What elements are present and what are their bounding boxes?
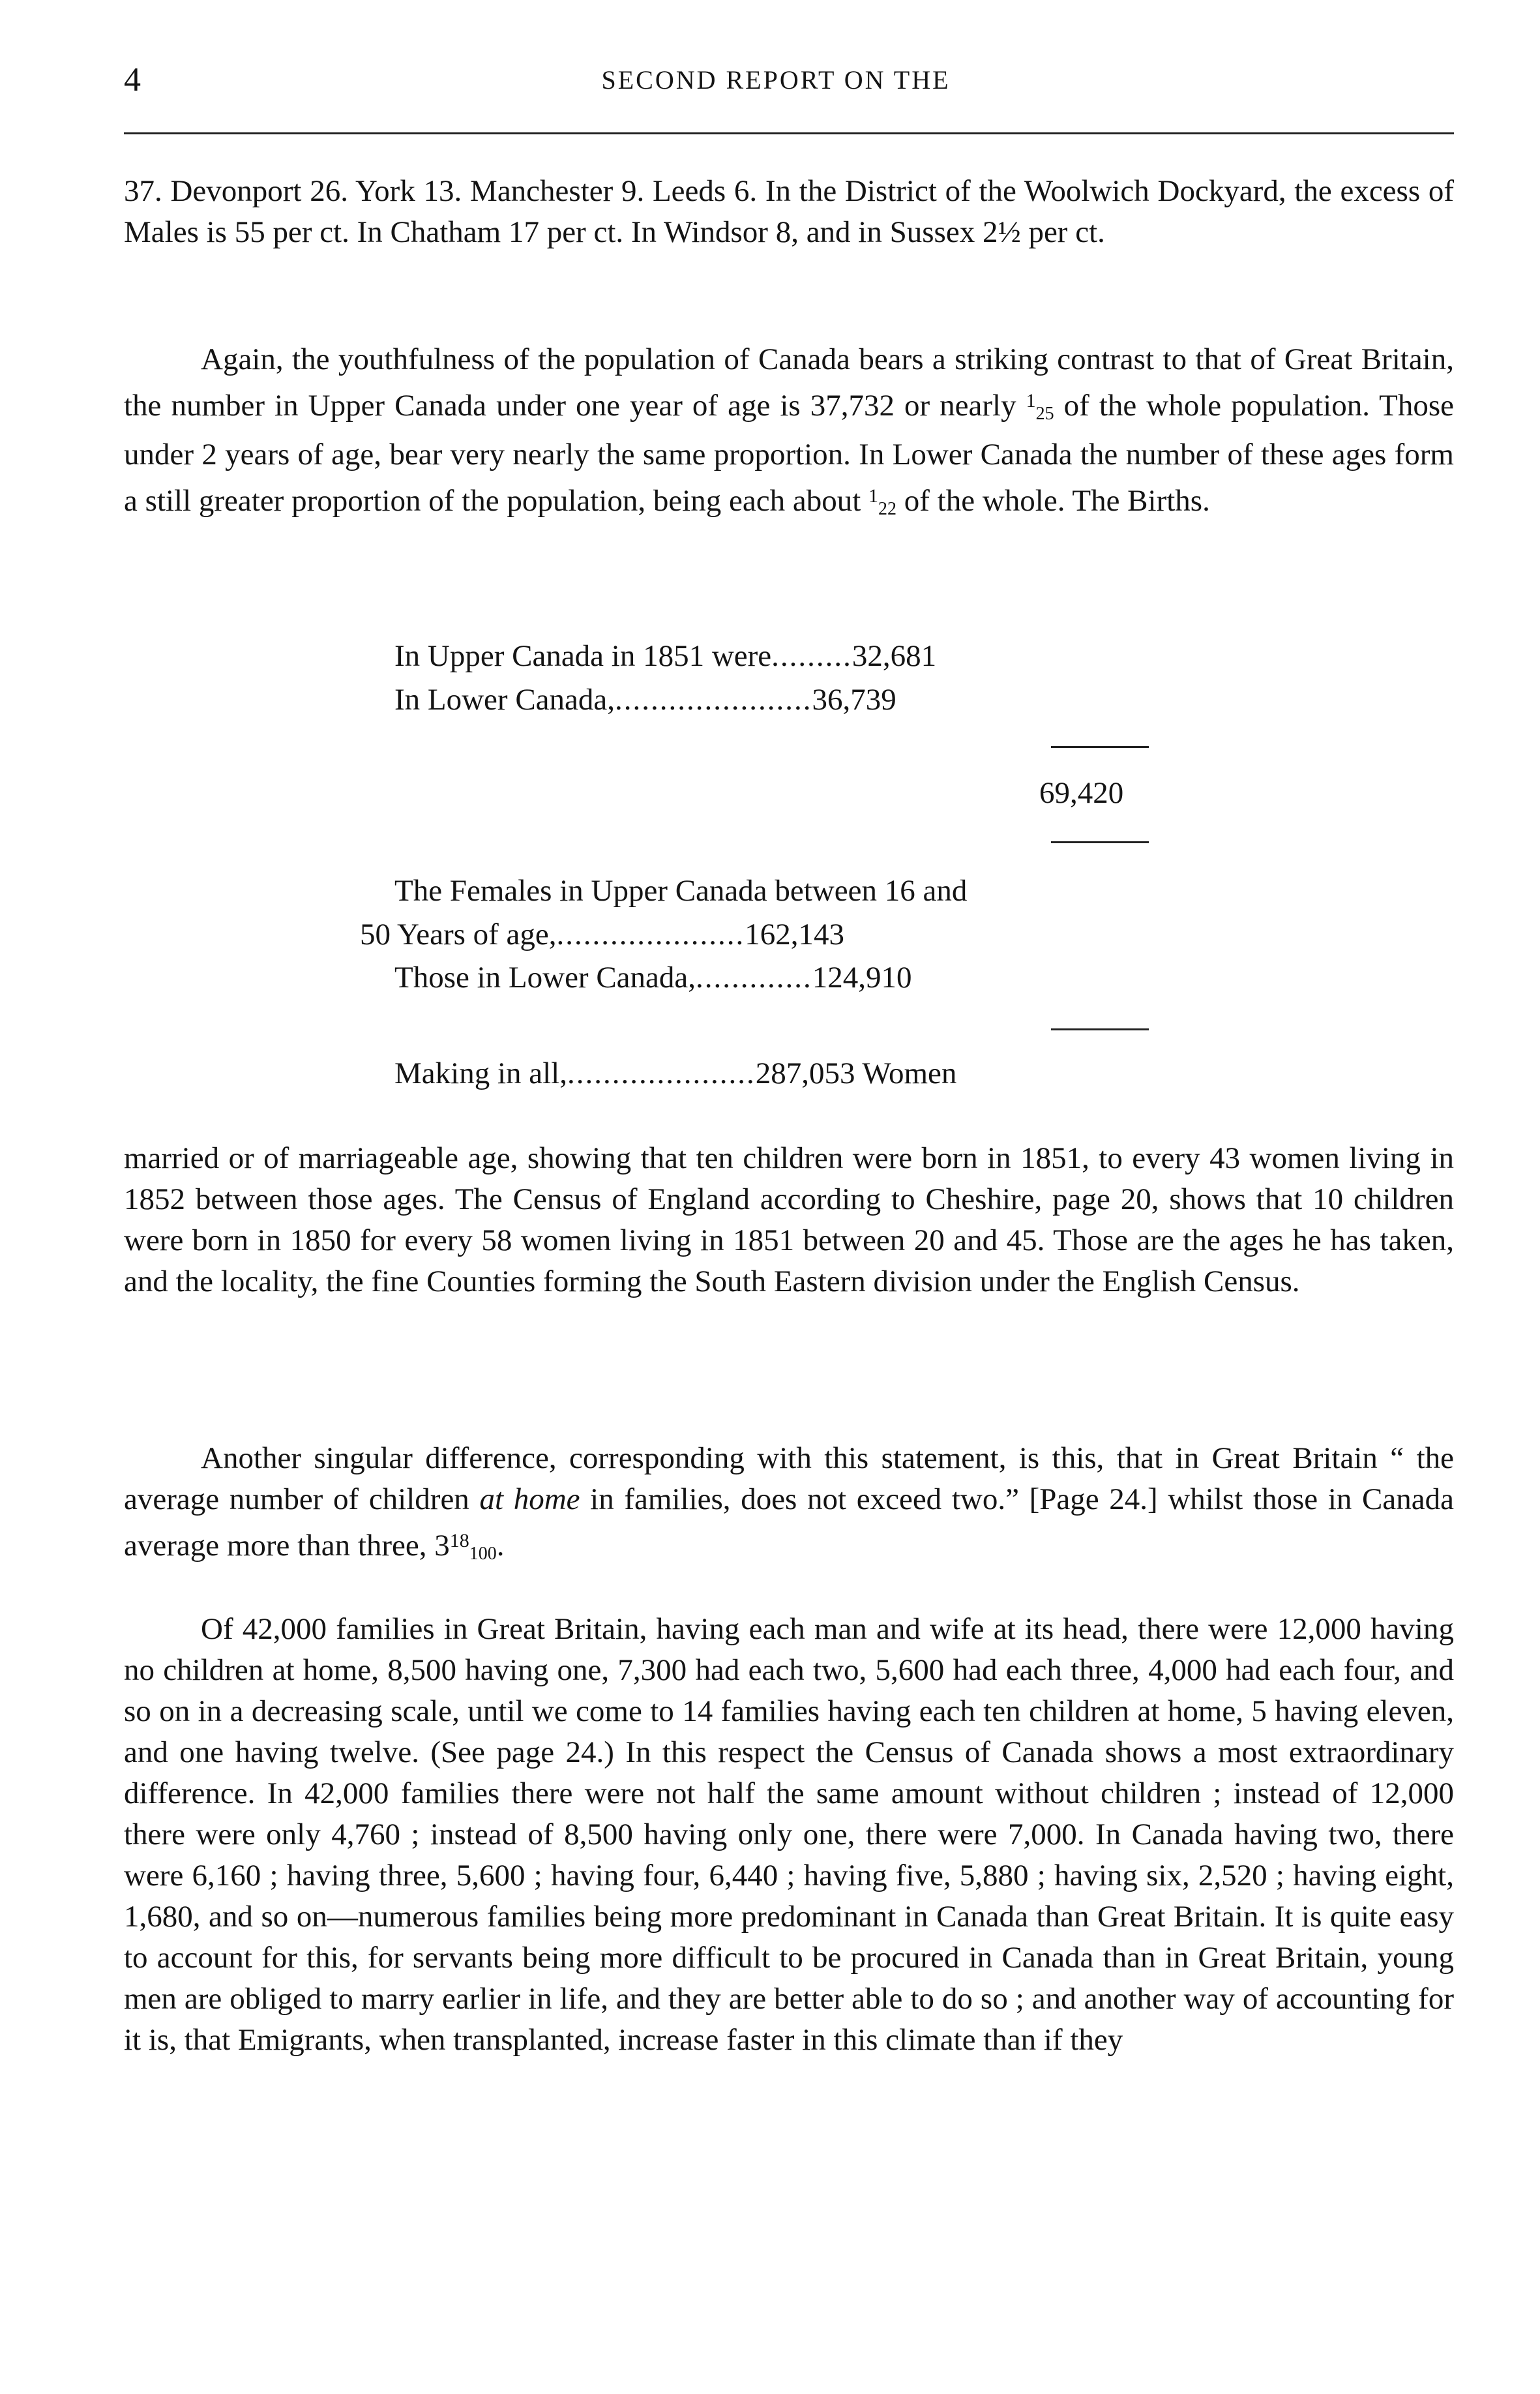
paragraph-children-at-home xyxy=(124,1438,1454,1574)
fraction-denominator: 22 xyxy=(878,499,897,519)
paragraph-text: of the whole population. Those under 2 years of age, bear very nearly the same proportion. In Lower Canada the number of these ages form a still greater proportion of the population, being each about xyxy=(124,389,1454,518)
sum-rule xyxy=(1051,746,1149,748)
paragraph-text: . xyxy=(496,1529,505,1563)
births-lower-label: In Lower Canada, xyxy=(394,683,615,717)
paragraph-excess-males: 37. Devonport 26. York 13. Manchester 9. Leeds 6. In the District of the Woolwich Dockyard, the excess of Males is 55 per ct. In Chatham 17 per ct. In Windsor 8, and in Sussex 2½ per ct. xyxy=(124,174,1454,249)
paragraph-marriageable: married or of marriageable age, showing that ten children were born in 1851, to every 43 women living in 1852 between those ages. The Census of England according to Cheshire, page 20, shows that 10 children were born in 1850 for every 58 women living in 1851 between 20 and 45. Those are the ages he has taken, and the locality, the fine Counties forming the South Eastern division under the English Census. xyxy=(124,1141,1454,1298)
births-upper-value: 32,681 xyxy=(851,639,937,673)
fraction-numerator: 1 xyxy=(1026,390,1036,411)
females-line-1: The Females in Upper Canada between 16 and xyxy=(394,874,968,908)
females-lower-line xyxy=(394,957,912,998)
females-total-label: Making in all, xyxy=(394,1056,567,1090)
paragraph-text: Again, the youthfulness of the population of Canada bears a striking contrast to that of Great Britain, the number in Upper Canada under one year of age is 37,732 or nearly xyxy=(124,342,1454,423)
leader-dots: ......... xyxy=(771,639,852,673)
births-lower-line xyxy=(394,680,896,721)
births-upper-label: In Upper Canada in 1851 were xyxy=(394,639,772,673)
sum-rule xyxy=(1051,1028,1149,1030)
leader-dots: ............. xyxy=(696,961,812,995)
paragraph-youthfulness xyxy=(124,339,1454,530)
sum-rule xyxy=(1051,841,1149,843)
females-total-value: 287,053 Women xyxy=(755,1056,957,1090)
page-number: 4 xyxy=(124,61,141,98)
females-lower-label: Those in Lower Canada, xyxy=(394,961,696,995)
fraction-numerator: 1 xyxy=(868,485,879,507)
running-head: SECOND REPORT ON THE xyxy=(601,65,951,95)
females-upper-label: 50 Years of age, xyxy=(360,918,557,951)
paragraph-text: of the whole. The Births. xyxy=(896,484,1210,518)
leader-dots: ..................... xyxy=(567,1056,756,1090)
females-upper-value: 162,143 xyxy=(745,918,845,951)
females-lower-value: 124,910 xyxy=(812,961,912,995)
births-lower-value: 36,739 xyxy=(812,683,896,717)
leader-dots: ...................... xyxy=(615,683,812,717)
fraction-numerator: 18 xyxy=(449,1530,469,1551)
births-upper-line xyxy=(394,636,936,677)
leader-dots: ..................... xyxy=(556,918,745,951)
fraction-denominator: 25 xyxy=(1035,404,1054,424)
females-upper-line xyxy=(360,914,844,955)
females-total-line xyxy=(394,1053,956,1094)
page-header xyxy=(124,57,1428,103)
fraction-denominator: 100 xyxy=(469,1544,497,1564)
paragraph-text: Another singular difference, corresponding with this statement, is this, that in Great Britain “ the average number of children xyxy=(124,1441,1454,1516)
births-total: 69,420 xyxy=(1039,776,1124,810)
paragraph-families: Of 42,000 families in Great Britain, having each man and wife at its head, there were 12,000 having no children at home, 8,500 having one, 7,300 had each two, 5,600 had each three, 4,000 had each four, and so on in a decreasing scale, until we come to 14 families having each ten children at home, 5 having eleven, and one having twelve. (See page 24.) In this respect the Census of Canada shows a most extraordinary difference. In 42,000 families there were not half the same amount without children ; instead of 12,000 there were only 4,760 ; instead of 8,500 having only one, there were 7,000. In Canada having two, there were 6,160 ; having three, 5,600 ; having four, 6,440 ; having five, 5,880 ; having six, 2,520 ; having eight, 1,680, and so on—numerous families being more predominant in Canada than Great Britain. It is quite easy to account for this, for servants being more difficult to be procured in Canada than in Great Britain, young men are obliged to marry earlier in life, and they are better able to do so ; and another way of accounting for it is, that Emigrants, when transplanted, increase faster in this climate than if they xyxy=(124,1612,1454,2057)
paragraph-text: in families, does not exceed two.” [Page 24.] whilst those in Canada average more than three, 3 xyxy=(124,1482,1454,1563)
italic-text: at home xyxy=(479,1482,580,1516)
header-rule xyxy=(124,132,1454,134)
